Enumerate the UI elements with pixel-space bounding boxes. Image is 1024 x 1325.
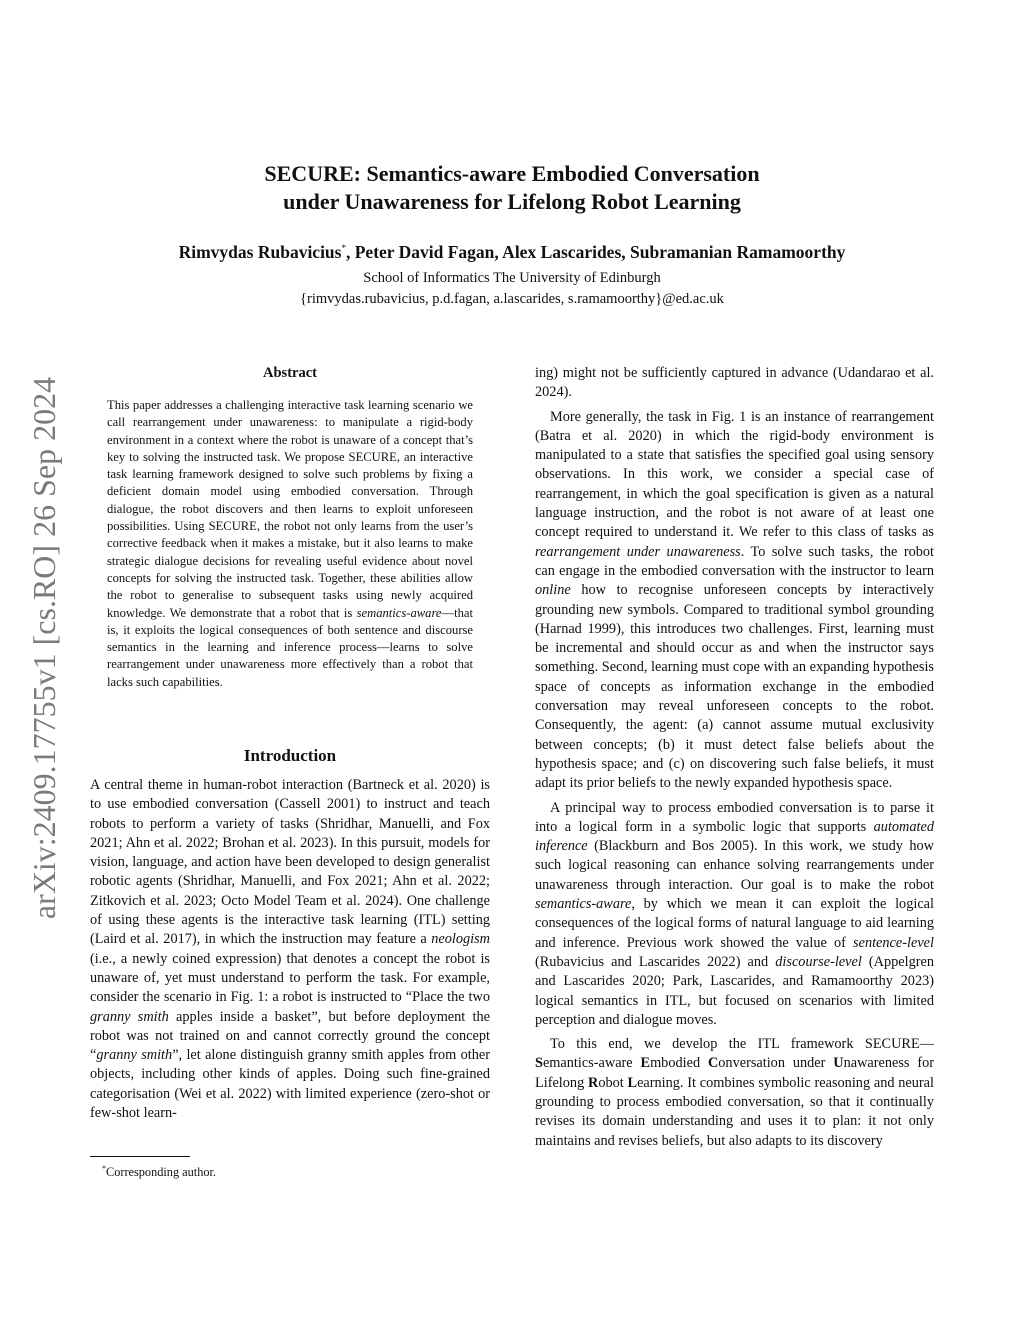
- title-line-2: under Unawareness for Lifelong Robot Learning: [283, 189, 741, 214]
- footnote-rule: [90, 1156, 190, 1157]
- title-line-1: SECURE: Semantics-aware Embodied Conversation: [264, 161, 760, 186]
- abstract-heading: Abstract: [263, 365, 317, 381]
- intro-paragraph: A central theme in human-robot interaction (Bartneck et al. 2020) is to use embodied conversation (Cassell 2001) to instruct and teach robots to perform a variety of tasks (Shridhar, Manuelli, and Fox 2021; Ahn et al. 2022; Brohan et al. 2023). In this pursuit, models for vision, language, and action have been developed to design generalist robotic agents (Shridhar, Manuelli, and Fox 2021; Ahn et al. 2022; Zitkovich et al. 2023; Octo Model Team et al. 2024). One challenge of using these agents is the interactive task learning (ITL) setting (Laird et al. 2017), in which the instruction may feature a neologism (i.e., a newly coined expression) that denotes a concept the robot is unaware of, yet must understand to perform the task. For example, consider the scenario in Fig. 1: a robot is instructed to “Place the two granny smith apples inside a basket”, but before deployment the robot was not trained on and cannot correctly ground the concept “granny smith”, let alone distinguish granny smith apples from other objects, including other kinds of apples. Doing such fine-grained categorisation (Wei et al. 2022) with limited experience (zero-shot or few-shot learn-: [90, 777, 490, 1122]
- author-emails: {rimvydas.rubavicius, p.d.fagan, a.lascarides, s.ramamoorthy}@ed.ac.uk: [300, 291, 724, 307]
- right-column-text: [535, 364, 934, 1151]
- affiliation: School of Informatics The University of Edinburgh: [363, 270, 661, 286]
- abstract-text: This paper addresses a challenging interactive task learning scenario we call rearrangement under unawareness: to manipulate a rigid-body environment in a context where the robot is unaware of a concept that’s key to solving the instructed task. We propose SECURE, an interactive task learning framework designed to solve such problems by fixing a deficient domain model using embodied conversation. Through dialogue, the robot discovers and then learns to exploit unforeseen possibilities. Using SECURE, the robot not only learns from the user’s corrective feedback when it makes a mistake, but it also learns to make strategic dialogue decisions for revealing useful evidence about novel concepts for solving the instructed task. Together, these abilities allow the robot to generalise to subsequent tasks using newly acquired knowledge. We demonstrate that a robot that is semantics-aware—that is, it exploits the logical consequences of both sentence and discourse semantics in the learning and inference process—learns to solve rearrangement under unawareness more effectively than a robot that lacks such capabilities.: [107, 398, 473, 689]
- corresponding-mark: *: [341, 243, 346, 253]
- paragraph-secure: To this end, we develop the ITL framework SECURE—Semantics-aware Embodied Conversation under Unawareness for Lifelong Robot Learning. It combines symbolic reasoning and neural grounding to process embodied conversation, so that it continually revises its domain understanding and uses it to plan: it not only maintains and revises beliefs, but also adapts to its discovery: [535, 1036, 934, 1149]
- introduction-text: [90, 776, 490, 1123]
- author-first: Rimvydas Rubavicius: [178, 241, 342, 262]
- authors-rest: , Peter David Fagan, Alex Lascarides, Subramanian Ramamoorthy: [345, 241, 846, 262]
- author-list: [0, 236, 1024, 264]
- paper-title: [0, 160, 1024, 216]
- paragraph-logical-form: A principal way to process embodied conversation is to parse it into a logical form in a symbolic logic that supports automated inference (Blackburn and Bos 2005). In this work, we study how such logical reasoning can enhance solving rearrangements under unawareness through interaction. Our goal is to make the robot semantics-aware, by which we mean it can exploit the logical consequences of the logical forms of natural language to aid learning and inference. Previous work showed the value of sentence-level (Rubavicius and Lascarides 2022) and discourse-level (Appelgren and Lascarides 2020; Park, Lascarides, and Ramamoorthy 2023) logical semantics in ITL, but focused on scenarios with limited perception and dialogue moves.: [535, 799, 934, 1028]
- paragraph-continued: ing) might not be sufficiently captured in advance (Udandarao et al. 2024).: [535, 365, 934, 401]
- affiliation-block: [0, 268, 1024, 310]
- paragraph-rearrangement: More generally, the task in Fig. 1 is an instance of rearrangement (Batra et al. 2020) in which the rigid-body environment is manipulated to a state that satisfies the specified goal using sensory observations. In this work, we consider a special case of rearrangement, in which the goal specification is given as a natural language instruction, and the robot is not aware of at least one concept required to understand it. We refer to this class of tasks as rearrangement under unawareness. To solve such tasks, the robot can engage in the embodied conversation with the instructor to learn online how to recognise unforeseen concepts by interactively grounding new symbols. Compared to traditional symbol grounding (Harnad 1999), this introduces two challenges. First, learning must be incremental and should occur as and when the instructor says something. Second, learning must cope with an expanding hypothesis space of concepts as information exchange in the embodied conversation may reveal unforeseen concepts to the robot. Consequently, the agent: (a) cannot assume mutual exclusivity between concepts; (b) it must detect false beliefs about the hypothesis space; and (c) on discovering such false beliefs, it must adapt its prior beliefs to the newly expanded hypothesis space.: [535, 408, 935, 792]
- introduction-heading: Introduction: [243, 746, 337, 765]
- arxiv-stamp: arXiv:2409.17755v1 [cs.RO] 26 Sep 2024: [26, 376, 62, 920]
- footnote: *Corresponding author.: [102, 1164, 216, 1180]
